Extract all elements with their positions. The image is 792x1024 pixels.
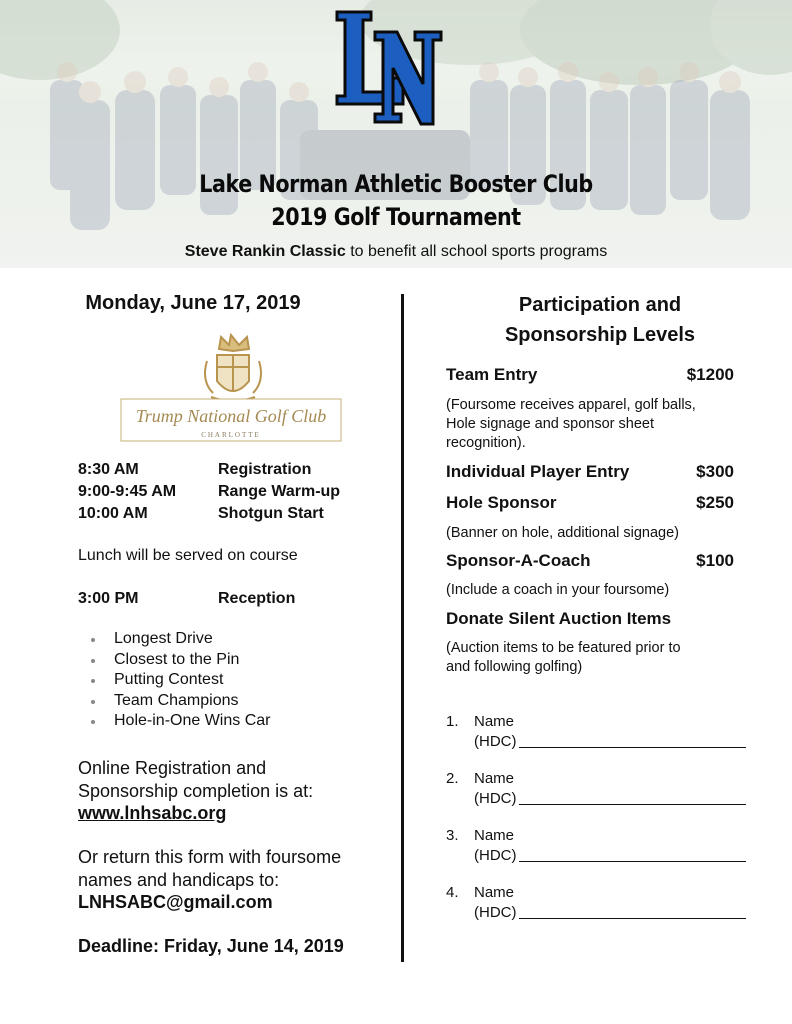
return-line-1: Or return this form with foursome — [78, 847, 342, 867]
schedule-row — [78, 503, 398, 525]
note-line: (Banner on hole, additional signage) — [446, 525, 679, 541]
level-team-entry — [446, 363, 746, 387]
reception-row — [78, 588, 398, 610]
level-price: $100 — [696, 551, 734, 570]
email-address[interactable]: LNHSABC@gmail.com — [78, 892, 273, 912]
level-name: Sponsor-A-Coach — [446, 551, 591, 570]
venue-name: Trump National Golf Club — [135, 406, 327, 426]
return-line-2: names and handicaps to: — [78, 869, 280, 890]
schedule-time: 9:00-9:45 AM — [78, 483, 177, 500]
entry-hdc-label: (HDC) — [474, 790, 517, 807]
level-individual-entry — [446, 460, 746, 484]
online-line-1: Online Registration and — [78, 758, 267, 778]
entry-number: 1. — [446, 713, 459, 730]
entry-hdc-label: (HDC) — [474, 904, 517, 921]
contest-list — [90, 629, 270, 732]
levels-heading — [430, 290, 770, 350]
event-date: Monday, June 17, 2019 — [85, 292, 301, 314]
lunch-note: Lunch will be served on course — [78, 547, 298, 564]
entry-blank-line[interactable] — [519, 747, 746, 748]
venue-city: CHARLOTTE — [201, 431, 261, 439]
levels-heading-line-2: Sponsorship Levels — [504, 324, 696, 346]
note-line: Hole signage and sponsor sheet — [446, 416, 654, 432]
level-silent-auction — [446, 607, 746, 631]
levels-heading-line-1: Participation and — [518, 294, 682, 316]
entry-name-label: Name — [474, 713, 515, 730]
entry-name-label: Name — [474, 770, 515, 787]
note-line: (Auction items to be featured prior to — [446, 640, 681, 656]
schedule-row — [78, 481, 398, 503]
level-price: $1200 — [686, 365, 734, 384]
level-name: Team Entry — [446, 365, 538, 384]
trump-national-logo — [119, 329, 343, 443]
schedule-time: 8:30 AM — [78, 461, 139, 478]
list-item: Hole-in-One Wins Car — [90, 711, 270, 732]
level-note — [446, 396, 746, 453]
level-note — [446, 581, 746, 600]
note-line: (Include a coach in your foursome) — [446, 582, 670, 598]
level-note — [446, 639, 746, 677]
level-note — [446, 524, 746, 543]
schedule-event: Range Warm-up — [218, 483, 341, 500]
level-hole-sponsor — [446, 491, 746, 515]
entry-number: 2. — [446, 770, 459, 787]
online-line-2: Sponsorship completion is at: — [78, 780, 314, 801]
level-sponsor-a-coach — [446, 549, 746, 573]
level-price: $300 — [696, 462, 734, 481]
title-line-1: Lake Norman Athletic Booster Club — [199, 170, 593, 198]
entry-hdc-label: (HDC) — [474, 733, 517, 750]
entry-blank-line[interactable] — [519, 804, 746, 805]
subtitle-bold: Steve Rankin Classic — [184, 243, 346, 260]
level-price: $250 — [696, 493, 734, 512]
entry-blank-line[interactable] — [519, 861, 746, 862]
reception-time: 3:00 PM — [78, 590, 139, 607]
note-line: and following golfing) — [446, 659, 583, 675]
online-registration — [78, 757, 398, 825]
schedule-event: Registration — [218, 461, 312, 478]
subtitle-rest: to benefit all school sports programs — [345, 243, 608, 260]
title-line-2: 2019 Golf Tournament — [271, 203, 521, 231]
note-line: recognition). — [446, 435, 526, 451]
entry-blank-line[interactable] — [519, 918, 746, 919]
reception-event: Reception — [218, 590, 296, 607]
level-name: Hole Sponsor — [446, 493, 557, 512]
schedule-time: 10:00 AM — [78, 505, 148, 522]
list-item: Closest to the Pin — [90, 650, 270, 671]
ln-logo — [331, 6, 447, 130]
entry-hdc-label: (HDC) — [474, 847, 517, 864]
schedule-row — [78, 459, 398, 481]
list-item: Longest Drive — [90, 629, 270, 650]
list-item: Putting Contest — [90, 670, 270, 691]
entry-name-label: Name — [474, 827, 515, 844]
list-item: Team Champions — [90, 691, 270, 712]
return-form-info — [78, 846, 398, 914]
schedule-event: Shotgun Start — [218, 505, 324, 522]
website-link[interactable]: www.lnhsabc.org — [78, 803, 227, 823]
column-divider — [401, 294, 404, 962]
subtitle — [0, 243, 792, 261]
note-line: (Foursome receives apparel, golf balls, — [446, 397, 696, 413]
level-name: Donate Silent Auction Items — [446, 609, 672, 628]
entry-name-label: Name — [474, 884, 515, 901]
level-name: Individual Player Entry — [446, 462, 630, 481]
entry-number: 3. — [446, 827, 459, 844]
deadline: Deadline: Friday, June 14, 2019 — [78, 936, 344, 956]
entry-number: 4. — [446, 884, 459, 901]
